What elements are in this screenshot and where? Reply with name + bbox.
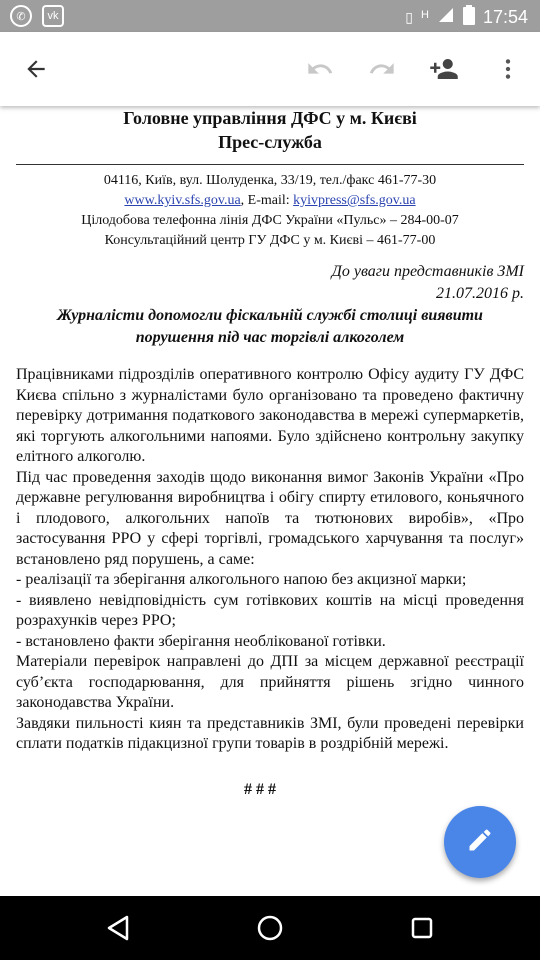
toolbar bbox=[0, 32, 540, 106]
add-person-icon[interactable] bbox=[420, 45, 468, 93]
org-title: Головне управління ДФС у м. Києві bbox=[123, 108, 417, 128]
web-contacts bbox=[0, 191, 540, 211]
signal-icon bbox=[437, 6, 455, 29]
consult-center: Консультаційний центр ГУ ДФС у м. Києві – 461-77-00 bbox=[104, 233, 436, 248]
clock: 17:54 bbox=[482, 7, 528, 27]
nav-bar bbox=[0, 896, 540, 960]
edit-pencil-icon bbox=[466, 826, 494, 859]
list-item: - реалізації та зберігання алкогольного напою без акцизної марки; bbox=[16, 571, 467, 588]
edit-fab-button[interactable] bbox=[444, 806, 516, 878]
undo-icon[interactable] bbox=[296, 45, 344, 93]
paragraph: Завдяки пильності киян та представників ЗМІ, були проведені перевірки сплати податків підакцизної групи товарів в роздрібній мережі. bbox=[16, 714, 524, 752]
nav-home-icon[interactable] bbox=[250, 908, 290, 948]
more-vert-icon[interactable] bbox=[484, 45, 532, 93]
email-link[interactable]: kyivpress@sfs.gov.ua bbox=[293, 193, 416, 208]
headline-line-2: порушення під час торгівлі алкоголем bbox=[135, 329, 405, 346]
body-text bbox=[0, 365, 540, 755]
header-divider bbox=[16, 164, 524, 165]
attention-line: До уваги представників ЗМІ bbox=[331, 263, 524, 280]
paragraph: Під час проведення заходів щодо виконання вимог Законів України «Про державне регулювання виробництва і обігу спирту етилового, коньячного і плодового, алкогольних напоїв та тютюнових виробів», «Про застосування РРО у сфері торгівлі, громадського харчування та послуг» встановлено ряд порушень, а саме: bbox=[16, 468, 524, 568]
whatsapp-icon: ✆ bbox=[10, 5, 32, 27]
website-link[interactable]: www.kyiv.sfs.gov.ua bbox=[124, 193, 241, 208]
end-mark: # # # bbox=[244, 780, 276, 798]
address: 04116, Київ, вул. Шолуденка, 33/19, тел./факс 461-77-30 bbox=[103, 173, 437, 188]
org-subtitle: Прес-служба bbox=[218, 132, 322, 152]
battery-icon bbox=[463, 5, 475, 30]
document-page bbox=[0, 106, 540, 896]
headline-line-1: Журналісти допомогли фіскальній службі столиці виявити bbox=[57, 307, 483, 324]
list-item: - виявлено невідповідність сум готівкових коштів на місці проведення розрахунків через РРО; bbox=[16, 591, 524, 629]
vibrate-icon: ▯ bbox=[405, 9, 413, 25]
hotline: Цілодобова телефонна лінія ДФС України «Пульс» – 284-00-07 bbox=[81, 213, 459, 228]
nav-recents-icon[interactable] bbox=[402, 908, 442, 948]
list-item: - встановлено факти зберігання необлікованої готівки. bbox=[16, 632, 386, 650]
nav-back-icon[interactable] bbox=[98, 908, 138, 948]
vk-icon: vk bbox=[42, 5, 64, 27]
redo-icon[interactable] bbox=[358, 45, 406, 93]
paragraph: Матеріали перевірок направлені до ДПІ за місцем державної реєстрації суб’єкта господарювання, для прийняття рішень згідно чинного законодавства України. bbox=[16, 653, 524, 711]
release-date: 21.07.2016 р. bbox=[436, 285, 524, 302]
email-label: , E-mail: bbox=[240, 193, 294, 208]
status-bar bbox=[0, 0, 540, 32]
paragraph: Працівниками підрозділів оперативного контролю Офісу аудиту ГУ ДФС Києва спільно з журналістами було організовано та проведено фактичну перевірку дотримання податкового законодавства в мережі супермаркетів, які торгують алкогольними напоями. Було здійснено контрольну закупку елітного алкоголю. bbox=[16, 366, 524, 465]
back-arrow-icon[interactable] bbox=[12, 45, 60, 93]
network-type: H bbox=[421, 8, 429, 21]
